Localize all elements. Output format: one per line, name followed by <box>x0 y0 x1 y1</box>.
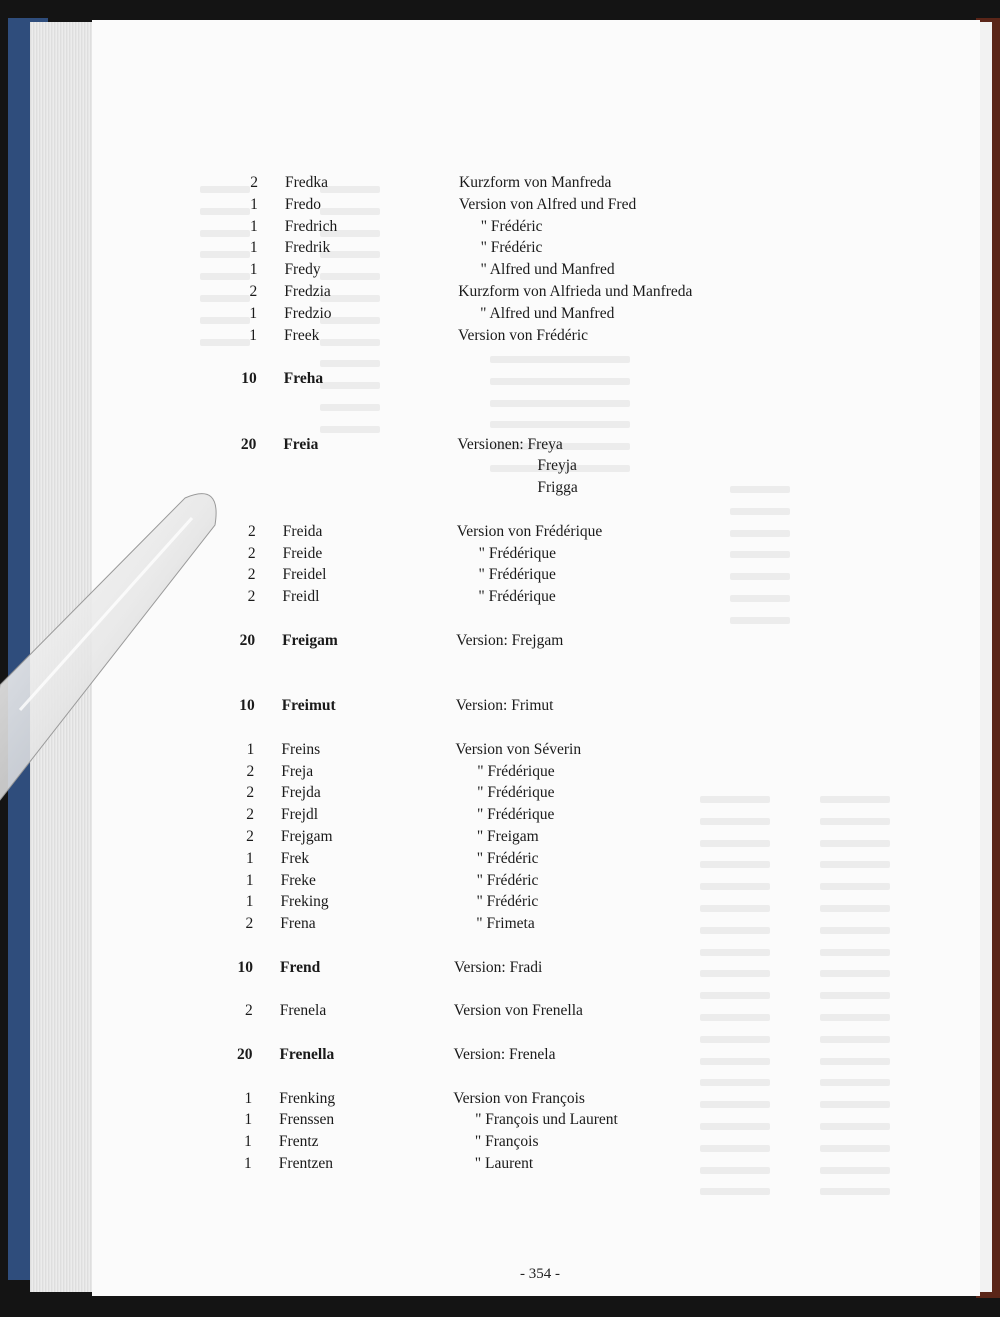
list-item <box>0 1002 1000 1024</box>
entry-name: Fredka <box>285 174 329 191</box>
entry-name: Freja <box>281 762 314 780</box>
entry-name: Frejgam <box>280 828 333 845</box>
entry-description: Version: Fradi <box>454 958 543 976</box>
list-item <box>0 588 1000 610</box>
entry-description: Version von Frédérique <box>456 522 603 540</box>
entry-name: Frejda <box>281 784 321 802</box>
entry-name: Fredzio <box>284 304 332 322</box>
entry-count: 10 <box>239 697 255 715</box>
entry-count: 1 <box>244 1155 252 1172</box>
list-item <box>0 872 1000 894</box>
entry-name: Frentzen <box>278 1155 334 1172</box>
entry-count: 1 <box>244 1133 252 1151</box>
list-item <box>0 239 1000 261</box>
list-item <box>0 959 1000 981</box>
entry-name: Frena <box>280 915 316 933</box>
list-item <box>0 893 1000 915</box>
entry-name: Freidel <box>282 566 327 584</box>
entry-name: Freke <box>280 871 316 889</box>
list-item <box>0 697 1000 719</box>
entry-description: " Frédéric <box>476 871 539 889</box>
list-item <box>0 784 1000 806</box>
entry-name: Frentz <box>278 1133 319 1151</box>
list-item <box>0 196 1000 218</box>
entry-name: Freek <box>284 326 320 344</box>
entry-name: Frend <box>280 958 321 976</box>
entry-count: 1 <box>250 195 258 213</box>
entry-count: 1 <box>246 740 255 758</box>
list-item <box>0 850 1000 872</box>
list-item <box>0 806 1000 828</box>
entry-description: Kurzform von Manfreda <box>459 174 612 191</box>
entry-description: " François und Laurent <box>475 1111 618 1129</box>
entry-name: Frejdl <box>280 806 319 824</box>
list-item <box>0 435 1000 497</box>
entry-description: Version: Frejgam <box>456 631 564 649</box>
entry-name: Fredy <box>284 261 321 279</box>
entry-description: " Alfred und Manfred <box>480 304 615 322</box>
entry-count: 1 <box>249 239 258 257</box>
list-item <box>0 327 1000 349</box>
entry-count: 2 <box>246 784 255 802</box>
entry-description: Version von Frédéric <box>458 326 589 344</box>
entry-count: 1 <box>244 1111 253 1129</box>
entry-name: Fredzia <box>284 283 331 300</box>
entry-description: " Frédéric <box>480 239 543 257</box>
entry-name: Freins <box>281 740 321 758</box>
list-item <box>0 1155 1000 1177</box>
list-item <box>0 261 1000 283</box>
list-item <box>0 741 1000 763</box>
entry-name: Fredo <box>284 195 322 213</box>
entry-description: Version von Frenella <box>453 1002 583 1020</box>
entry-name: Freha <box>283 370 324 388</box>
entry-count: 2 <box>247 588 256 606</box>
entry-name: Frenella <box>279 1046 335 1063</box>
entry-description: Version von François <box>453 1089 585 1107</box>
list-item <box>0 1133 1000 1155</box>
entry-description: Version von Séverin <box>455 740 582 758</box>
entry-name: Freking <box>280 893 329 911</box>
list-item <box>0 218 1000 240</box>
entry-count: 2 <box>246 806 254 824</box>
entry-count: 1 <box>249 326 258 344</box>
list-item <box>0 828 1000 850</box>
entry-count: 2 <box>246 828 254 845</box>
list-item <box>0 1111 1000 1133</box>
entry-count: 2 <box>246 762 255 780</box>
list-item <box>0 523 1000 545</box>
entry-name: Fredrik <box>284 239 331 257</box>
entry-count: 1 <box>245 871 254 889</box>
entry-name: Frenssen <box>279 1111 335 1129</box>
entry-count: 2 <box>247 544 256 562</box>
entry-count: 2 <box>245 1002 253 1020</box>
list-item <box>0 370 1000 392</box>
entry-count: 1 <box>249 261 258 279</box>
entry-description: " Frédéric <box>476 849 539 867</box>
entry-count: 1 <box>245 849 254 867</box>
entry-description: " Laurent <box>474 1155 534 1172</box>
entry-name: Freide <box>282 544 323 562</box>
entry-count: 1 <box>244 1089 253 1107</box>
list-item <box>0 566 1000 588</box>
entry-description: Version: Frenela <box>453 1046 556 1063</box>
entry-description: " Frédérique <box>476 806 555 824</box>
entry-count: 2 <box>248 522 256 540</box>
entry-count: 1 <box>245 893 254 911</box>
entry-description: Freyja <box>537 457 577 475</box>
entry-description: " Frédérique <box>477 784 555 802</box>
entry-description: " Frédérique <box>478 588 556 606</box>
entry-description: " Frédéric <box>480 217 543 235</box>
entry-count: 2 <box>247 566 256 584</box>
entry-name: Freidl <box>282 588 320 606</box>
entry-description: " Alfred und Manfred <box>480 261 615 279</box>
list-item <box>0 1090 1000 1112</box>
list-item <box>0 915 1000 937</box>
list-item <box>0 305 1000 327</box>
entry-description: Versionen: Freya <box>457 435 563 453</box>
entry-description: " Frédérique <box>478 544 556 562</box>
entry-name: Frenela <box>279 1002 327 1020</box>
entry-count: 2 <box>250 174 258 191</box>
entry-description: " Frédérique <box>478 566 556 584</box>
entry-description: Frigga <box>537 479 578 497</box>
entry-count: 20 <box>240 435 257 453</box>
entry-count: 20 <box>236 1046 253 1063</box>
entry-name: Frenking <box>279 1089 336 1107</box>
list-item <box>0 545 1000 567</box>
entry-count: 2 <box>245 915 254 933</box>
list-item <box>0 632 1000 654</box>
list-item <box>0 283 1000 305</box>
entry-count: 1 <box>249 217 258 235</box>
entry-name: Freigam <box>282 631 338 649</box>
entry-name: Freimut <box>281 697 336 715</box>
entry-count: 1 <box>249 304 258 322</box>
list-item <box>0 763 1000 785</box>
entry-count: 10 <box>237 958 254 976</box>
entry-description: " Frédéric <box>476 893 539 911</box>
entry-count: 2 <box>249 283 258 300</box>
entry-name: Freida <box>282 522 323 540</box>
entry-name: Frek <box>280 849 310 867</box>
entry-name: Freia <box>283 435 319 453</box>
entry-description: " François <box>474 1133 539 1151</box>
entry-count: 20 <box>239 631 256 649</box>
entry-name: Fredrich <box>284 217 338 235</box>
page-number: - 354 - <box>520 1266 560 1282</box>
entry-description: " Frédérique <box>477 762 555 780</box>
list-item <box>0 1046 1000 1068</box>
list-item <box>0 174 1000 196</box>
entry-description: " Freigam <box>476 828 539 845</box>
entry-description: Version von Alfred und Fred <box>458 195 637 213</box>
entry-description: " Frimeta <box>476 915 535 933</box>
entry-description: Kurzform von Alfrieda und Manfreda <box>458 283 693 300</box>
entry-description: Version: Frimut <box>455 697 554 715</box>
entry-count: 10 <box>241 370 257 388</box>
